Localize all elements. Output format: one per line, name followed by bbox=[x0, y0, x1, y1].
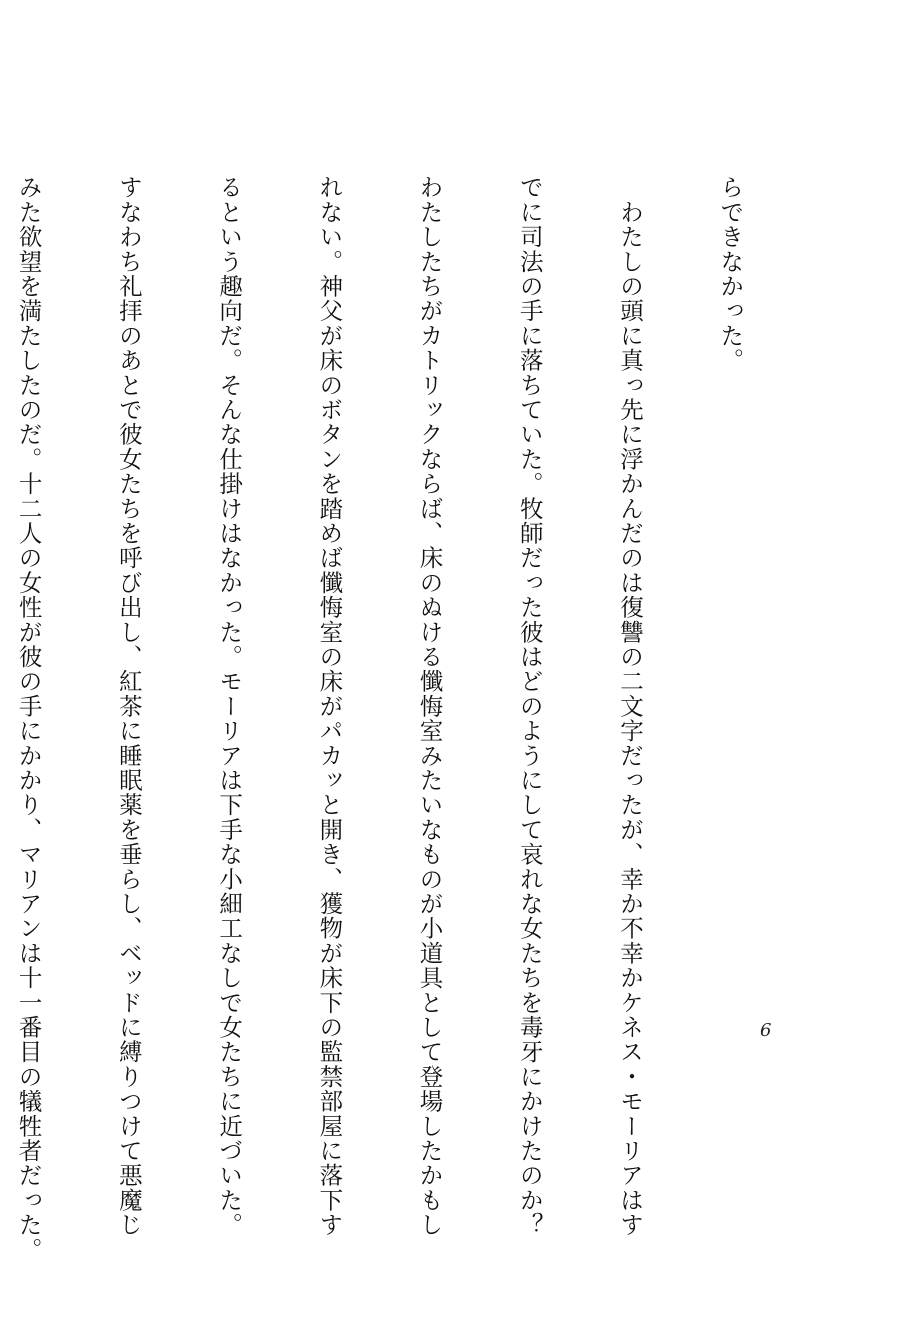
vertical-text-block bbox=[0, 175, 813, 1262]
text-column: みた欲望を満たしたのだ。十二人の女性が彼の手にかかり、マリアンは十一番目の犠牲者だった。 bbox=[14, 175, 43, 1262]
text-column: わたしの頭に真っ先に浮かんだのは復讐の二文字だったが、幸か不幸かケネス・モーリアはす bbox=[615, 175, 644, 1238]
text-column: すなわち礼拝のあとで彼女たちを呼び出し、紅茶に睡眠薬を垂らし、ベッドに縛りつけて悪魔じ bbox=[114, 175, 143, 1238]
text-column: わたしたちがカトリックならば、床のぬける懺悔室みたいなものが小道具として登場したかもし bbox=[415, 175, 444, 1238]
text-column: るという趣向だ。そんな仕掛けはなかった。モーリアは下手な小細工なしで女たちに近づいた。 bbox=[215, 175, 244, 1238]
text-column: でに司法の手に落ちていた。牧師だった彼はどのようにして哀れな女たちを毒牙にかけたのか？ bbox=[515, 175, 544, 1238]
page-number: 6 bbox=[760, 1020, 772, 1041]
text-column: れない。神父が床のボタンを踏めば懺悔室の床がパカッと開き、獲物が床下の監禁部屋に落下す bbox=[315, 175, 344, 1238]
text-column: らできなかった。 bbox=[716, 175, 745, 373]
